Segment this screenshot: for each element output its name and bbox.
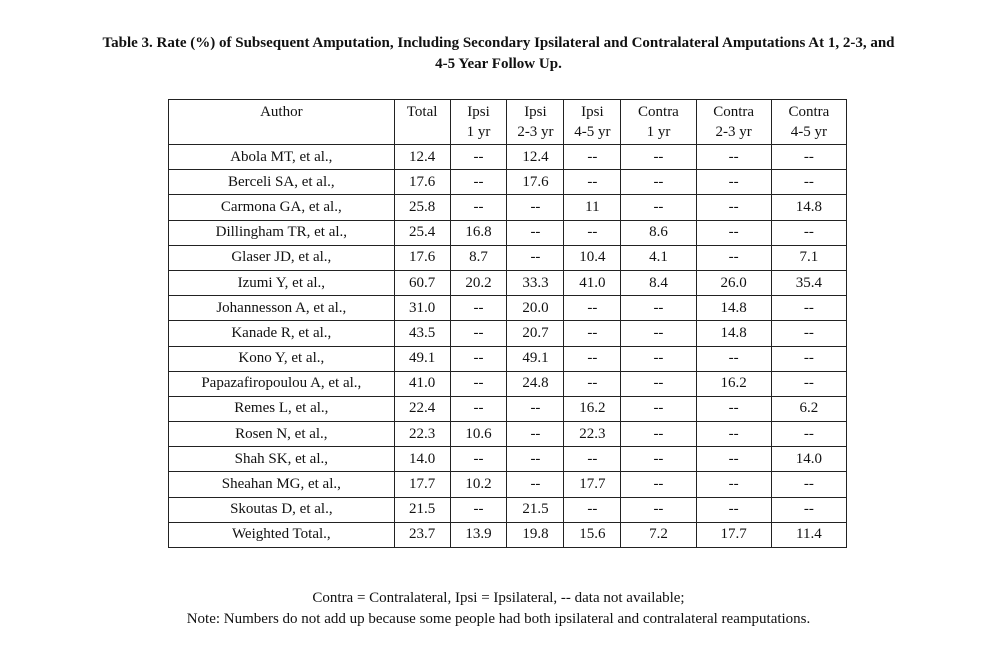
table-title-line-1: Table 3. Rate (%) of Subsequent Amputation, Including Secondary Ipsilateral and Contralateral Amputations At 1, 2-3, and xyxy=(102,35,895,51)
cell-ipsi-4-5yr: -- xyxy=(564,296,621,321)
cell-author: Kanade R, et al., xyxy=(169,321,395,346)
cell-contra-2-3yr: -- xyxy=(696,145,771,170)
cell-ipsi-4-5yr: 17.7 xyxy=(564,472,621,497)
cell-author: Berceli SA, et al., xyxy=(169,170,395,195)
cell-contra-1yr: -- xyxy=(621,145,696,170)
cell-ipsi-2-3yr: 19.8 xyxy=(507,522,564,547)
cell-ipsi-1yr: -- xyxy=(450,145,507,170)
cell-ipsi-2-3yr: -- xyxy=(507,195,564,220)
cell-contra-2-3yr: 14.8 xyxy=(696,321,771,346)
amputation-rate-table xyxy=(168,99,847,548)
table-row xyxy=(169,321,847,346)
cell-ipsi-4-5yr: -- xyxy=(564,497,621,522)
cell-total: 21.5 xyxy=(394,497,450,522)
cell-contra-4-5yr: -- xyxy=(771,145,846,170)
cell-contra-2-3yr: 16.2 xyxy=(696,371,771,396)
cell-contra-1yr: -- xyxy=(621,321,696,346)
cell-ipsi-1yr: -- xyxy=(450,497,507,522)
table-row xyxy=(169,195,847,220)
cell-contra-4-5yr: 14.8 xyxy=(771,195,846,220)
cell-author: Johannesson A, et al., xyxy=(169,296,395,321)
table-header-row xyxy=(169,100,847,145)
cell-contra-4-5yr: -- xyxy=(771,321,846,346)
cell-contra-1yr: -- xyxy=(621,447,696,472)
cell-total: 25.8 xyxy=(394,195,450,220)
cell-ipsi-4-5yr: -- xyxy=(564,346,621,371)
cell-ipsi-1yr: 10.2 xyxy=(450,472,507,497)
cell-contra-2-3yr: -- xyxy=(696,472,771,497)
table-row xyxy=(169,472,847,497)
cell-total: 12.4 xyxy=(394,145,450,170)
cell-contra-4-5yr: 35.4 xyxy=(771,270,846,295)
table-row xyxy=(169,422,847,447)
cell-contra-4-5yr: -- xyxy=(771,220,846,245)
cell-contra-1yr: 8.6 xyxy=(621,220,696,245)
cell-ipsi-1yr: 16.8 xyxy=(450,220,507,245)
table-row xyxy=(169,396,847,421)
cell-contra-2-3yr: -- xyxy=(696,396,771,421)
cell-total: 43.5 xyxy=(394,321,450,346)
table-title xyxy=(20,33,977,75)
cell-author: Kono Y, et al., xyxy=(169,346,395,371)
cell-contra-2-3yr: -- xyxy=(696,245,771,270)
column-header-contra-4-5yr: Contra 4-5 yr xyxy=(771,100,846,145)
cell-ipsi-4-5yr: -- xyxy=(564,447,621,472)
column-header-contra-1yr: Contra 1 yr xyxy=(621,100,696,145)
table-row xyxy=(169,145,847,170)
cell-contra-4-5yr: -- xyxy=(771,371,846,396)
table-row xyxy=(169,497,847,522)
cell-ipsi-4-5yr: 10.4 xyxy=(564,245,621,270)
table-footnote xyxy=(20,588,977,630)
cell-total: 23.7 xyxy=(394,522,450,547)
cell-ipsi-4-5yr: -- xyxy=(564,220,621,245)
cell-ipsi-4-5yr: 16.2 xyxy=(564,396,621,421)
cell-total: 41.0 xyxy=(394,371,450,396)
cell-ipsi-2-3yr: 21.5 xyxy=(507,497,564,522)
cell-contra-2-3yr: -- xyxy=(696,447,771,472)
cell-ipsi-2-3yr: 49.1 xyxy=(507,346,564,371)
table-body xyxy=(169,145,847,548)
cell-total: 17.7 xyxy=(394,472,450,497)
cell-ipsi-1yr: 20.2 xyxy=(450,270,507,295)
cell-author: Carmona GA, et al., xyxy=(169,195,395,220)
cell-contra-4-5yr: -- xyxy=(771,170,846,195)
footnote-note: Note: Numbers do not add up because some people had both ipsilateral and contralateral reamputations. xyxy=(186,611,811,627)
cell-contra-1yr: -- xyxy=(621,396,696,421)
cell-total: 60.7 xyxy=(394,270,450,295)
cell-total: 25.4 xyxy=(394,220,450,245)
cell-contra-2-3yr: 14.8 xyxy=(696,296,771,321)
cell-ipsi-1yr: -- xyxy=(450,346,507,371)
cell-contra-1yr: 7.2 xyxy=(621,522,696,547)
cell-ipsi-1yr: 8.7 xyxy=(450,245,507,270)
cell-contra-2-3yr: -- xyxy=(696,497,771,522)
cell-total: 22.4 xyxy=(394,396,450,421)
cell-contra-1yr: -- xyxy=(621,170,696,195)
cell-contra-2-3yr: -- xyxy=(696,195,771,220)
table-row xyxy=(169,245,847,270)
cell-ipsi-2-3yr: -- xyxy=(507,220,564,245)
cell-author: Remes L, et al., xyxy=(169,396,395,421)
table-row xyxy=(169,220,847,245)
cell-contra-2-3yr: 17.7 xyxy=(696,522,771,547)
cell-ipsi-4-5yr: 11 xyxy=(564,195,621,220)
cell-total: 49.1 xyxy=(394,346,450,371)
cell-contra-4-5yr: -- xyxy=(771,497,846,522)
cell-contra-1yr: 4.1 xyxy=(621,245,696,270)
cell-contra-2-3yr: 26.0 xyxy=(696,270,771,295)
cell-contra-4-5yr: 7.1 xyxy=(771,245,846,270)
cell-ipsi-4-5yr: -- xyxy=(564,145,621,170)
cell-ipsi-4-5yr: -- xyxy=(564,371,621,396)
cell-ipsi-2-3yr: -- xyxy=(507,245,564,270)
cell-ipsi-2-3yr: -- xyxy=(507,422,564,447)
column-header-ipsi-1yr: Ipsi 1 yr xyxy=(450,100,507,145)
cell-contra-1yr: -- xyxy=(621,371,696,396)
cell-ipsi-2-3yr: -- xyxy=(507,396,564,421)
cell-ipsi-4-5yr: 22.3 xyxy=(564,422,621,447)
table-row xyxy=(169,447,847,472)
cell-author: Rosen N, et al., xyxy=(169,422,395,447)
cell-total: 17.6 xyxy=(394,245,450,270)
cell-contra-4-5yr: 11.4 xyxy=(771,522,846,547)
cell-ipsi-4-5yr: 41.0 xyxy=(564,270,621,295)
table-row xyxy=(169,170,847,195)
cell-ipsi-2-3yr: 20.7 xyxy=(507,321,564,346)
cell-author: Dillingham TR, et al., xyxy=(169,220,395,245)
cell-ipsi-2-3yr: 17.6 xyxy=(507,170,564,195)
cell-author: Glaser JD, et al., xyxy=(169,245,395,270)
cell-ipsi-2-3yr: 20.0 xyxy=(507,296,564,321)
cell-author: Abola MT, et al., xyxy=(169,145,395,170)
cell-contra-4-5yr: 6.2 xyxy=(771,396,846,421)
cell-ipsi-1yr: -- xyxy=(450,296,507,321)
cell-contra-1yr: -- xyxy=(621,346,696,371)
cell-contra-4-5yr: -- xyxy=(771,472,846,497)
cell-ipsi-2-3yr: 33.3 xyxy=(507,270,564,295)
cell-ipsi-1yr: -- xyxy=(450,447,507,472)
table-row xyxy=(169,270,847,295)
cell-author: Skoutas D, et al., xyxy=(169,497,395,522)
cell-ipsi-1yr: 10.6 xyxy=(450,422,507,447)
footnote-abbreviations: Contra = Contralateral, Ipsi = Ipsilateral, -- data not available; xyxy=(312,590,685,606)
cell-ipsi-1yr: -- xyxy=(450,321,507,346)
cell-ipsi-2-3yr: -- xyxy=(507,447,564,472)
cell-ipsi-2-3yr: 12.4 xyxy=(507,145,564,170)
cell-contra-4-5yr: 14.0 xyxy=(771,447,846,472)
cell-contra-1yr: 8.4 xyxy=(621,270,696,295)
cell-author: Weighted Total., xyxy=(169,522,395,547)
table-title-line-2: 4-5 Year Follow Up. xyxy=(435,56,562,72)
cell-total: 14.0 xyxy=(394,447,450,472)
cell-ipsi-4-5yr: 15.6 xyxy=(564,522,621,547)
column-header-ipsi-4-5yr: Ipsi 4-5 yr xyxy=(564,100,621,145)
column-header-total: Total xyxy=(394,100,450,145)
cell-author: Sheahan MG, et al., xyxy=(169,472,395,497)
cell-ipsi-1yr: 13.9 xyxy=(450,522,507,547)
cell-contra-1yr: -- xyxy=(621,422,696,447)
cell-author: Izumi Y, et al., xyxy=(169,270,395,295)
cell-total: 22.3 xyxy=(394,422,450,447)
table-row xyxy=(169,346,847,371)
cell-ipsi-4-5yr: -- xyxy=(564,321,621,346)
cell-contra-2-3yr: -- xyxy=(696,170,771,195)
cell-contra-1yr: -- xyxy=(621,497,696,522)
cell-contra-4-5yr: -- xyxy=(771,346,846,371)
cell-ipsi-1yr: -- xyxy=(450,371,507,396)
table-row xyxy=(169,522,847,547)
cell-ipsi-1yr: -- xyxy=(450,195,507,220)
cell-contra-2-3yr: -- xyxy=(696,220,771,245)
column-header-author: Author xyxy=(169,100,395,145)
cell-contra-2-3yr: -- xyxy=(696,422,771,447)
cell-contra-4-5yr: -- xyxy=(771,296,846,321)
cell-author: Shah SK, et al., xyxy=(169,447,395,472)
column-header-ipsi-2-3yr: Ipsi 2-3 yr xyxy=(507,100,564,145)
table-row xyxy=(169,296,847,321)
cell-ipsi-2-3yr: 24.8 xyxy=(507,371,564,396)
cell-contra-4-5yr: -- xyxy=(771,422,846,447)
table-row xyxy=(169,371,847,396)
cell-total: 31.0 xyxy=(394,296,450,321)
cell-contra-1yr: -- xyxy=(621,472,696,497)
cell-contra-1yr: -- xyxy=(621,296,696,321)
cell-ipsi-1yr: -- xyxy=(450,396,507,421)
cell-ipsi-4-5yr: -- xyxy=(564,170,621,195)
cell-ipsi-1yr: -- xyxy=(450,170,507,195)
cell-ipsi-2-3yr: -- xyxy=(507,472,564,497)
cell-contra-2-3yr: -- xyxy=(696,346,771,371)
cell-contra-1yr: -- xyxy=(621,195,696,220)
cell-total: 17.6 xyxy=(394,170,450,195)
column-header-contra-2-3yr: Contra 2-3 yr xyxy=(696,100,771,145)
cell-author: Papazafiropoulou A, et al., xyxy=(169,371,395,396)
